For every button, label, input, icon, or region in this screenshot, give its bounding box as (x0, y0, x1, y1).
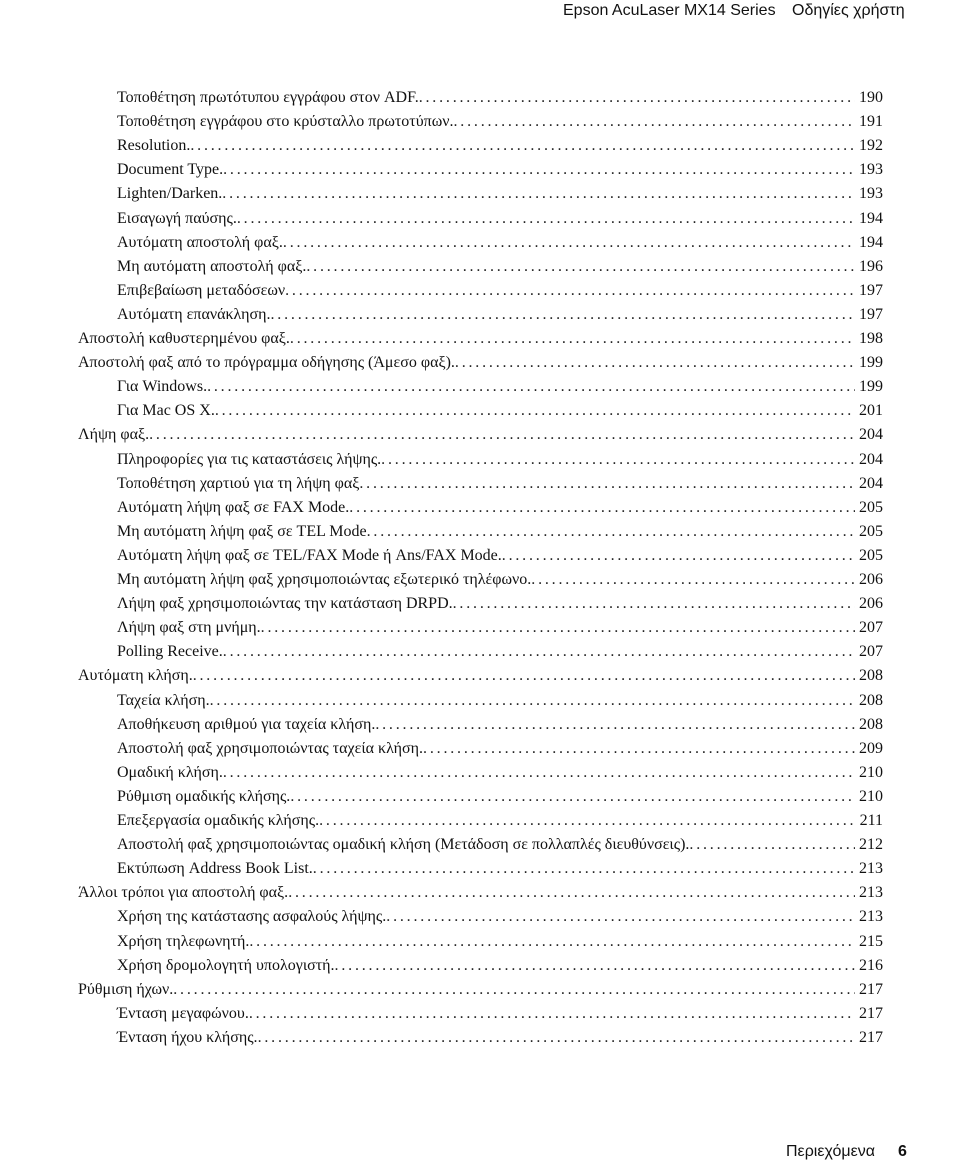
toc-leader-dots (261, 616, 855, 640)
toc-entry[interactable] (117, 930, 883, 954)
toc-leader-dots (193, 664, 855, 688)
toc-leader-dots (319, 809, 855, 833)
toc-entry-label: Λήψη φαξ στη μνήμη. (117, 619, 261, 637)
toc-leader-dots (454, 110, 856, 134)
toc-entry-page: 210 (859, 787, 883, 805)
toc-entry[interactable] (117, 1026, 883, 1050)
toc-entry[interactable] (117, 399, 883, 423)
toc-leader-dots (423, 737, 855, 761)
toc-leader-dots (531, 568, 855, 592)
toc-entry[interactable] (117, 737, 883, 761)
toc-entry-label: Polling Receive. (117, 643, 223, 661)
toc-entry-page: 205 (859, 498, 883, 516)
toc-entry-page: 208 (859, 667, 883, 685)
toc-entry-page: 209 (859, 739, 883, 757)
toc-entry-page: 211 (859, 812, 883, 829)
toc-leader-dots (375, 713, 855, 737)
toc-entry-label: Χρήση δρομολογητή υπολογιστή. (117, 956, 335, 974)
toc-entry-page: 206 (859, 571, 883, 588)
document-title: Epson AcuLaser MX14 Series (563, 2, 776, 19)
toc-entry-label: Ρύθμιση ήχων. (78, 980, 174, 998)
toc-entry-page: 197 (859, 281, 883, 299)
toc-leader-dots (453, 592, 855, 616)
toc-entry[interactable] (117, 86, 883, 110)
toc-entry[interactable] (117, 520, 883, 544)
toc-entry-label: Αποθήκευση αριθμού για ταχεία κλήση. (117, 715, 376, 733)
toc-entry-page: 213 (859, 884, 883, 902)
toc-entry-page: 199 (859, 378, 883, 396)
toc-entry-page: 193 (859, 161, 883, 179)
toc-leader-dots (190, 134, 855, 158)
toc-entry[interactable] (117, 568, 883, 592)
toc-leader-dots (419, 86, 855, 110)
toc-entry-label: Τοποθέτηση πρωτότυπου εγγράφου στον ADF. (117, 89, 419, 106)
toc-entry-label: Τοποθέτηση εγγράφου στο κρύσταλλο πρωτοτύπων. (117, 113, 454, 131)
toc-entry-page: 217 (859, 980, 883, 998)
toc-entry-page: 205 (859, 546, 883, 564)
toc-entry-label: Επεξεργασία ομαδικής κλήσης. (117, 812, 320, 829)
toc-entry-page: 194 (859, 209, 883, 227)
toc-entry-page: 208 (859, 691, 883, 709)
toc-leader-dots (249, 930, 855, 954)
toc-leader-dots (249, 1002, 855, 1026)
toc-entry-page: 206 (859, 595, 883, 613)
toc-entry-label: Ταχεία κλήση. (117, 691, 210, 709)
toc-leader-dots (223, 640, 855, 664)
toc-entry-label: Resolution. (117, 137, 191, 155)
toc-entry[interactable] (117, 110, 883, 134)
toc-entry-page: 204 (859, 426, 883, 444)
toc-entry[interactable] (117, 231, 883, 255)
toc-entry-page: 212 (859, 836, 883, 854)
toc-entry-label: Μη αυτόματη λήψη φαξ σε TEL Mode (117, 522, 367, 540)
toc-entry-page: 198 (859, 330, 883, 347)
toc-entry-page: 213 (859, 860, 883, 878)
toc-leader-dots (223, 761, 855, 785)
toc-entry-label: Χρήση της κατάστασης ασφαλούς λήψης. (117, 908, 387, 926)
toc-leader-dots (288, 881, 855, 905)
toc-entry-page: 199 (859, 354, 883, 372)
toc-entry-page: 194 (859, 233, 883, 251)
toc-leader-dots (306, 255, 855, 279)
toc-entry-label: Lighten/Darken. (117, 185, 223, 203)
toc-entry-page: 207 (859, 619, 883, 637)
toc-entry-page: 207 (859, 643, 883, 661)
toc-entry[interactable] (78, 351, 883, 375)
toc-entry-label: Λήψη φαξ. (78, 426, 150, 444)
toc-entry[interactable] (117, 857, 883, 881)
toc-entry-label: Μη αυτόματη αποστολή φαξ. (117, 257, 307, 275)
toc-entry-label: Ομαδική κλήση. (117, 763, 223, 781)
toc-entry-page: 208 (859, 715, 883, 733)
toc-entry[interactable] (117, 809, 883, 833)
toc-entry[interactable] (117, 448, 883, 472)
toc-leader-dots (173, 978, 855, 1002)
toc-leader-dots (149, 423, 855, 447)
toc-entry-label: Εκτύπωση Address Book List. (117, 860, 313, 878)
toc-leader-dots (502, 544, 855, 568)
toc-entry[interactable] (78, 978, 883, 1002)
toc-entry[interactable] (117, 833, 883, 857)
toc-leader-dots (689, 833, 855, 857)
toc-entry-label: Αυτόματη αποστολή φαξ. (117, 233, 283, 251)
toc-entry[interactable] (117, 592, 883, 616)
toc-leader-dots (237, 207, 855, 231)
document-subtitle: Οδηγίες χρήστη (792, 2, 905, 19)
toc-entry-page: 217 (859, 1028, 883, 1046)
toc-entry-page: 213 (859, 908, 883, 926)
toc-leader-dots (381, 448, 855, 472)
toc-entry[interactable] (78, 327, 883, 351)
toc-leader-dots (283, 231, 855, 255)
toc-leader-dots (215, 399, 855, 423)
toc-leader-dots (290, 327, 855, 351)
toc-entry-label: Επιβεβαίωση μεταδόσεων (117, 281, 286, 299)
toc-entry-page: 193 (859, 185, 883, 203)
toc-leader-dots (455, 351, 855, 375)
toc-entry-page: 201 (859, 402, 883, 420)
toc-entry-label: Αποστολή φαξ χρησιμοποιώντας ομαδική κλήση (Μετάδοση σε πολλαπλές διευθύνσεις). (117, 836, 690, 854)
toc-entry-label: Document Type. (117, 161, 224, 179)
toc-entry-label: Λήψη φαξ χρησιμοποιώντας την κατάσταση DRPD. (117, 595, 453, 613)
toc-entry-page: 215 (859, 932, 883, 950)
footer-page-number: 6 (898, 1143, 907, 1160)
page-footer (0, 1140, 960, 1164)
toc-entry-label: Χρήση τηλεφωνητή. (117, 932, 250, 950)
toc-entry[interactable] (117, 207, 883, 231)
toc-entry[interactable] (78, 664, 883, 688)
toc-entry-label: Αυτόματη επανάκληση. (117, 305, 271, 323)
toc-entry-label: Ρύθμιση ομαδικής κλήσης. (117, 787, 291, 805)
toc-leader-dots (271, 303, 856, 327)
toc-leader-dots (290, 785, 855, 809)
toc-entry-label: Αυτόματη λήψη φαξ σε TEL/FAX Mode ή Ans/FAX Mode. (117, 546, 502, 564)
toc-entry[interactable] (117, 785, 883, 809)
toc-entry[interactable] (117, 375, 883, 399)
toc-leader-dots (349, 496, 855, 520)
toc-leader-dots (222, 182, 855, 206)
toc-entry-label: Για Mac OS X. (117, 402, 215, 420)
toc-leader-dots (359, 472, 855, 496)
toc-leader-dots (210, 689, 855, 713)
toc-entry[interactable] (117, 134, 883, 158)
toc-entry-label: Αποστολή καθυστερημένου φαξ. (78, 330, 290, 347)
toc-entry[interactable] (117, 616, 883, 640)
toc-entry[interactable] (117, 182, 883, 206)
toc-entry-label: Αυτόματη κλήση. (78, 667, 193, 685)
toc-entry-label: Μη αυτόματη λήψη φαξ χρησιμοποιώντας εξωτερικό τηλέφωνο. (117, 571, 532, 588)
toc-entry[interactable] (117, 544, 883, 568)
toc-entry[interactable] (117, 713, 883, 737)
toc-entry-page: 204 (859, 450, 883, 468)
toc-entry[interactable] (117, 279, 883, 303)
toc-entry[interactable] (78, 881, 883, 905)
footer-section-label: Περιεχόμενα (786, 1143, 875, 1160)
toc-entry[interactable] (117, 954, 883, 978)
toc-entry-page: 217 (859, 1004, 883, 1022)
toc-entry[interactable] (117, 905, 883, 929)
toc-entry-page: 197 (859, 305, 883, 323)
toc-leader-dots (285, 279, 855, 303)
toc-entry-page: 191 (859, 113, 883, 131)
toc-entry[interactable] (117, 255, 883, 279)
toc-entry[interactable] (117, 496, 883, 520)
toc-entry-label: Αποστολή φαξ χρησιμοποιώντας ταχεία κλήση. (117, 739, 424, 757)
toc-entry[interactable] (78, 423, 883, 447)
toc-entry-page: 190 (859, 89, 883, 106)
toc-entry[interactable] (117, 158, 883, 182)
toc-entry[interactable] (117, 1002, 883, 1026)
toc-leader-dots (313, 857, 855, 881)
page-header (0, 0, 960, 40)
toc-entry-label: Αποστολή φαξ από το πρόγραμμα οδήγησης (Άμεσο φαξ). (78, 354, 455, 372)
toc-entry-label: Πληροφορίες για τις καταστάσεις λήψης. (117, 450, 382, 468)
toc-entry-label: Τοποθέτηση χαρτιού για τη λήψη φαξ (117, 474, 360, 492)
toc-entry[interactable] (117, 640, 883, 664)
toc-entry-page: 196 (859, 257, 883, 275)
toc-leader-dots (223, 158, 855, 182)
toc-entry-label: Αυτόματη λήψη φαξ σε FAX Mode. (117, 498, 350, 516)
toc-entry-label: Ένταση μεγαφώνου. (117, 1004, 249, 1022)
toc-entry[interactable] (117, 761, 883, 785)
toc-entry-page: 204 (859, 474, 883, 492)
toc-entry-page: 210 (859, 763, 883, 781)
toc-entry[interactable] (117, 472, 883, 496)
toc-leader-dots (367, 520, 855, 544)
toc-leader-dots (207, 375, 855, 399)
toc-entry[interactable] (117, 303, 883, 327)
toc-entry-page: 216 (859, 956, 883, 974)
toc-entry-label: Για Windows. (117, 378, 208, 396)
toc-entry-page: 192 (859, 137, 883, 155)
toc-leader-dots (335, 954, 855, 978)
toc-entry-label: Εισαγωγή παύσης. (117, 209, 237, 227)
toc-leader-dots (386, 905, 855, 929)
toc-entry-label: Ένταση ήχου κλήσης. (117, 1028, 258, 1046)
toc-entry[interactable] (117, 689, 883, 713)
toc-entry-page: 205 (859, 522, 883, 540)
toc-entry-label: Άλλοι τρόποι για αποστολή φαξ. (78, 884, 289, 902)
toc-leader-dots (258, 1026, 855, 1050)
